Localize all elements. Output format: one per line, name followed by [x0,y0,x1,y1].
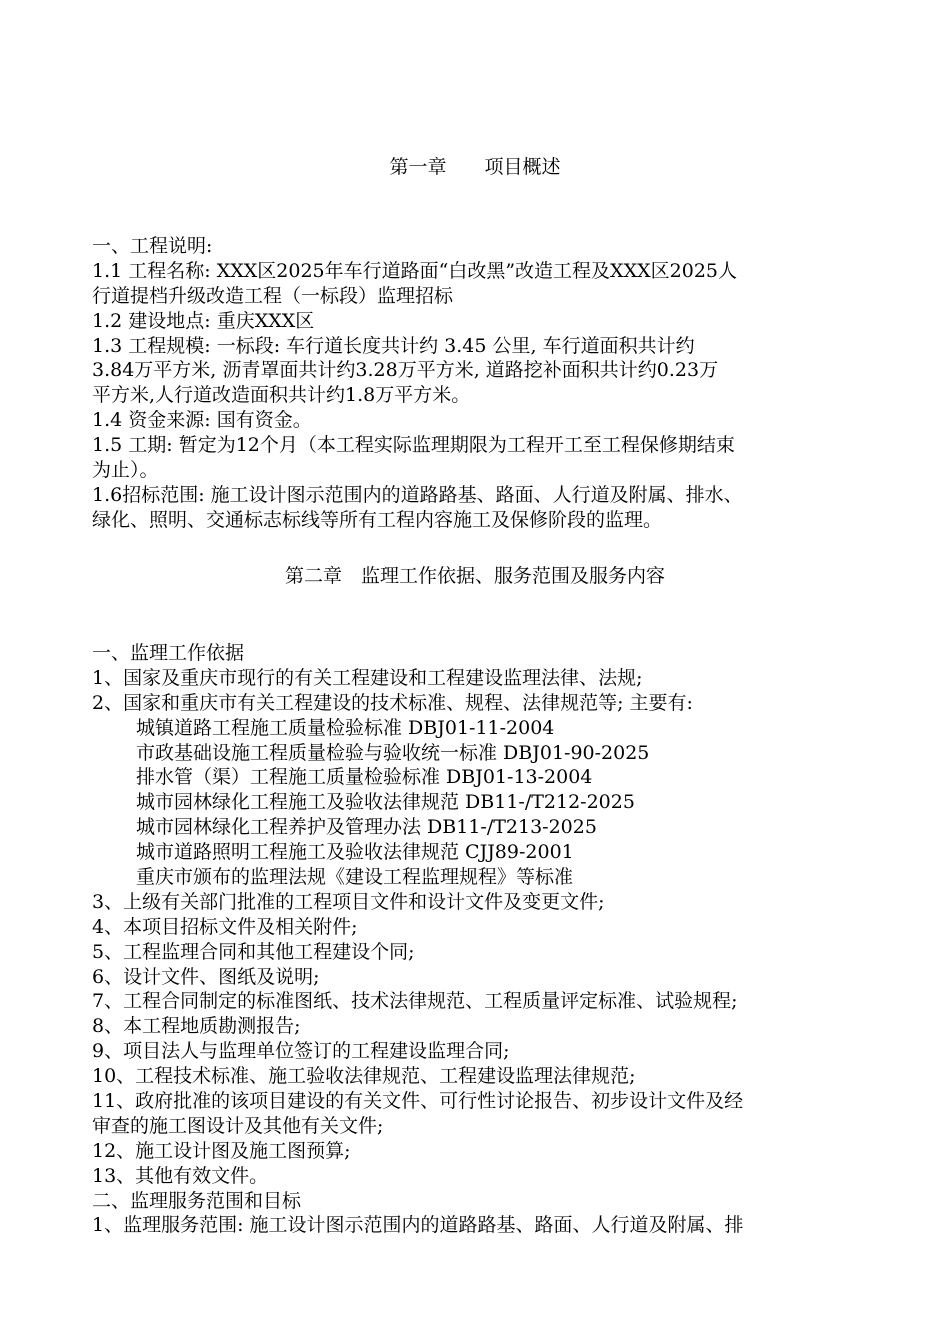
text-line: 1.1 工程名称: XXX区2025年车行道路面“白改黑”改造工程及XXX区2025人 [92,259,737,282]
text-line: 7、工程合同制定的标准图纸、技术法律规范、工程质量评定标准、试验规程; [92,990,738,1013]
text-line: 平方米,人行道改造面积共计约1.8万平方米。 [92,384,471,407]
text-line: 1、国家及重庆市现行的有关工程建设和工程建设监理法律、法规; [92,666,643,689]
text-line: 为止）。 [92,459,159,482]
text-line: 4、本项目招标文件及相关附件; [92,915,358,938]
standard-item: 排水管（渠）工程施工质量检验标准 DBJ01-13-2004 [136,766,593,789]
text-line: 审查的施工图设计及其他有关文件; [92,1114,384,1137]
standard-item: 城镇道路工程施工质量检验标准 DBJ01-11-2004 [136,716,555,739]
text-line: 5、工程监理合同和其他工程建设个同; [92,940,415,963]
standard-item: 城市道路照明工程施工及验收法律规范 CJJ89-2001 [136,841,574,864]
chapter1-body [92,234,872,533]
text-line: 一、监理工作依据 [92,642,245,664]
text-line: 2、国家和重庆市有关工程建设的技术标准、规程、法律规范等; 主要有: [92,691,693,714]
chapter2-title: 第二章 监理工作依据、服务范围及服务内容 [284,565,665,587]
text-line: 1.6招标范围: 施工设计图示范围内的道路路基、路面、人行道及附属、排水、 [92,483,743,506]
text-line: 行道提档升级改造工程（一标段）监理招标 [92,284,454,307]
text-line: 1.4 资金来源: 国有资金。 [92,409,312,432]
text-line: 一、工程说明: [92,235,213,257]
text-line: 1、监理服务范围: 施工设计图示范围内的道路路基、路面、人行道及附属、排 [92,1214,744,1237]
text-line: 8、本工程地质勘测报告; [92,1015,301,1038]
standard-item: 城市园林绿化工程养护及管理办法 DB11-/T213-2025 [136,816,597,839]
text-line: 12、施工设计图及施工图预算; [92,1139,351,1162]
text-line: 11、政府批准的该项目建设的有关文件、可行性讨论报告、初步设计文件及经 [92,1090,744,1113]
standard-item: 城市园林绿化工程施工及验收法律规范 DB11-/T212-2025 [136,791,635,814]
text-line: 10、工程技术标准、施工验收法律规范、工程建设监理法律规范; [92,1065,636,1088]
text-line: 绿化、照明、交通标志标线等所有工程内容施工及保修阶段的监理。 [92,508,663,531]
standard-item: 市政基础设施工程质量检验与验收统一标准 DBJ01-90-2025 [136,741,650,764]
standard-item: 重庆市颁布的监理法规《建设工程监理规程》等标准 [136,866,574,889]
text-line: 1.3 工程规模: 一标段: 车行道长度共计约 3.45 公里, 车行道面积共计约 [92,334,695,357]
chapter1-title: 第一章 项目概述 [389,156,561,178]
text-line: 3、上级有关部门批准的工程项目文件和设计文件及变更文件; [92,890,605,913]
text-line: 1.2 建设地点: 重庆XXX区 [92,309,315,332]
text-line: 9、项目法人与监理单位签订的工程建设监理合同; [92,1040,510,1063]
section-heading: 二、监理服务范围和目标 [92,1189,302,1212]
text-line: 13、其他有效文件。 [92,1164,269,1187]
chapter2-body [92,641,872,1238]
text-line: 1.5 工期: 暂定为12个月（本工程实际监理期限为工程开工至工程保修期结束 [92,434,735,457]
text-line: 6、设计文件、图纸及说明; [92,965,320,988]
text-line: 3.84万平方米, 沥青罩面共计约3.28万平方米, 道路挖补面积共计约0.23万 [92,359,719,382]
